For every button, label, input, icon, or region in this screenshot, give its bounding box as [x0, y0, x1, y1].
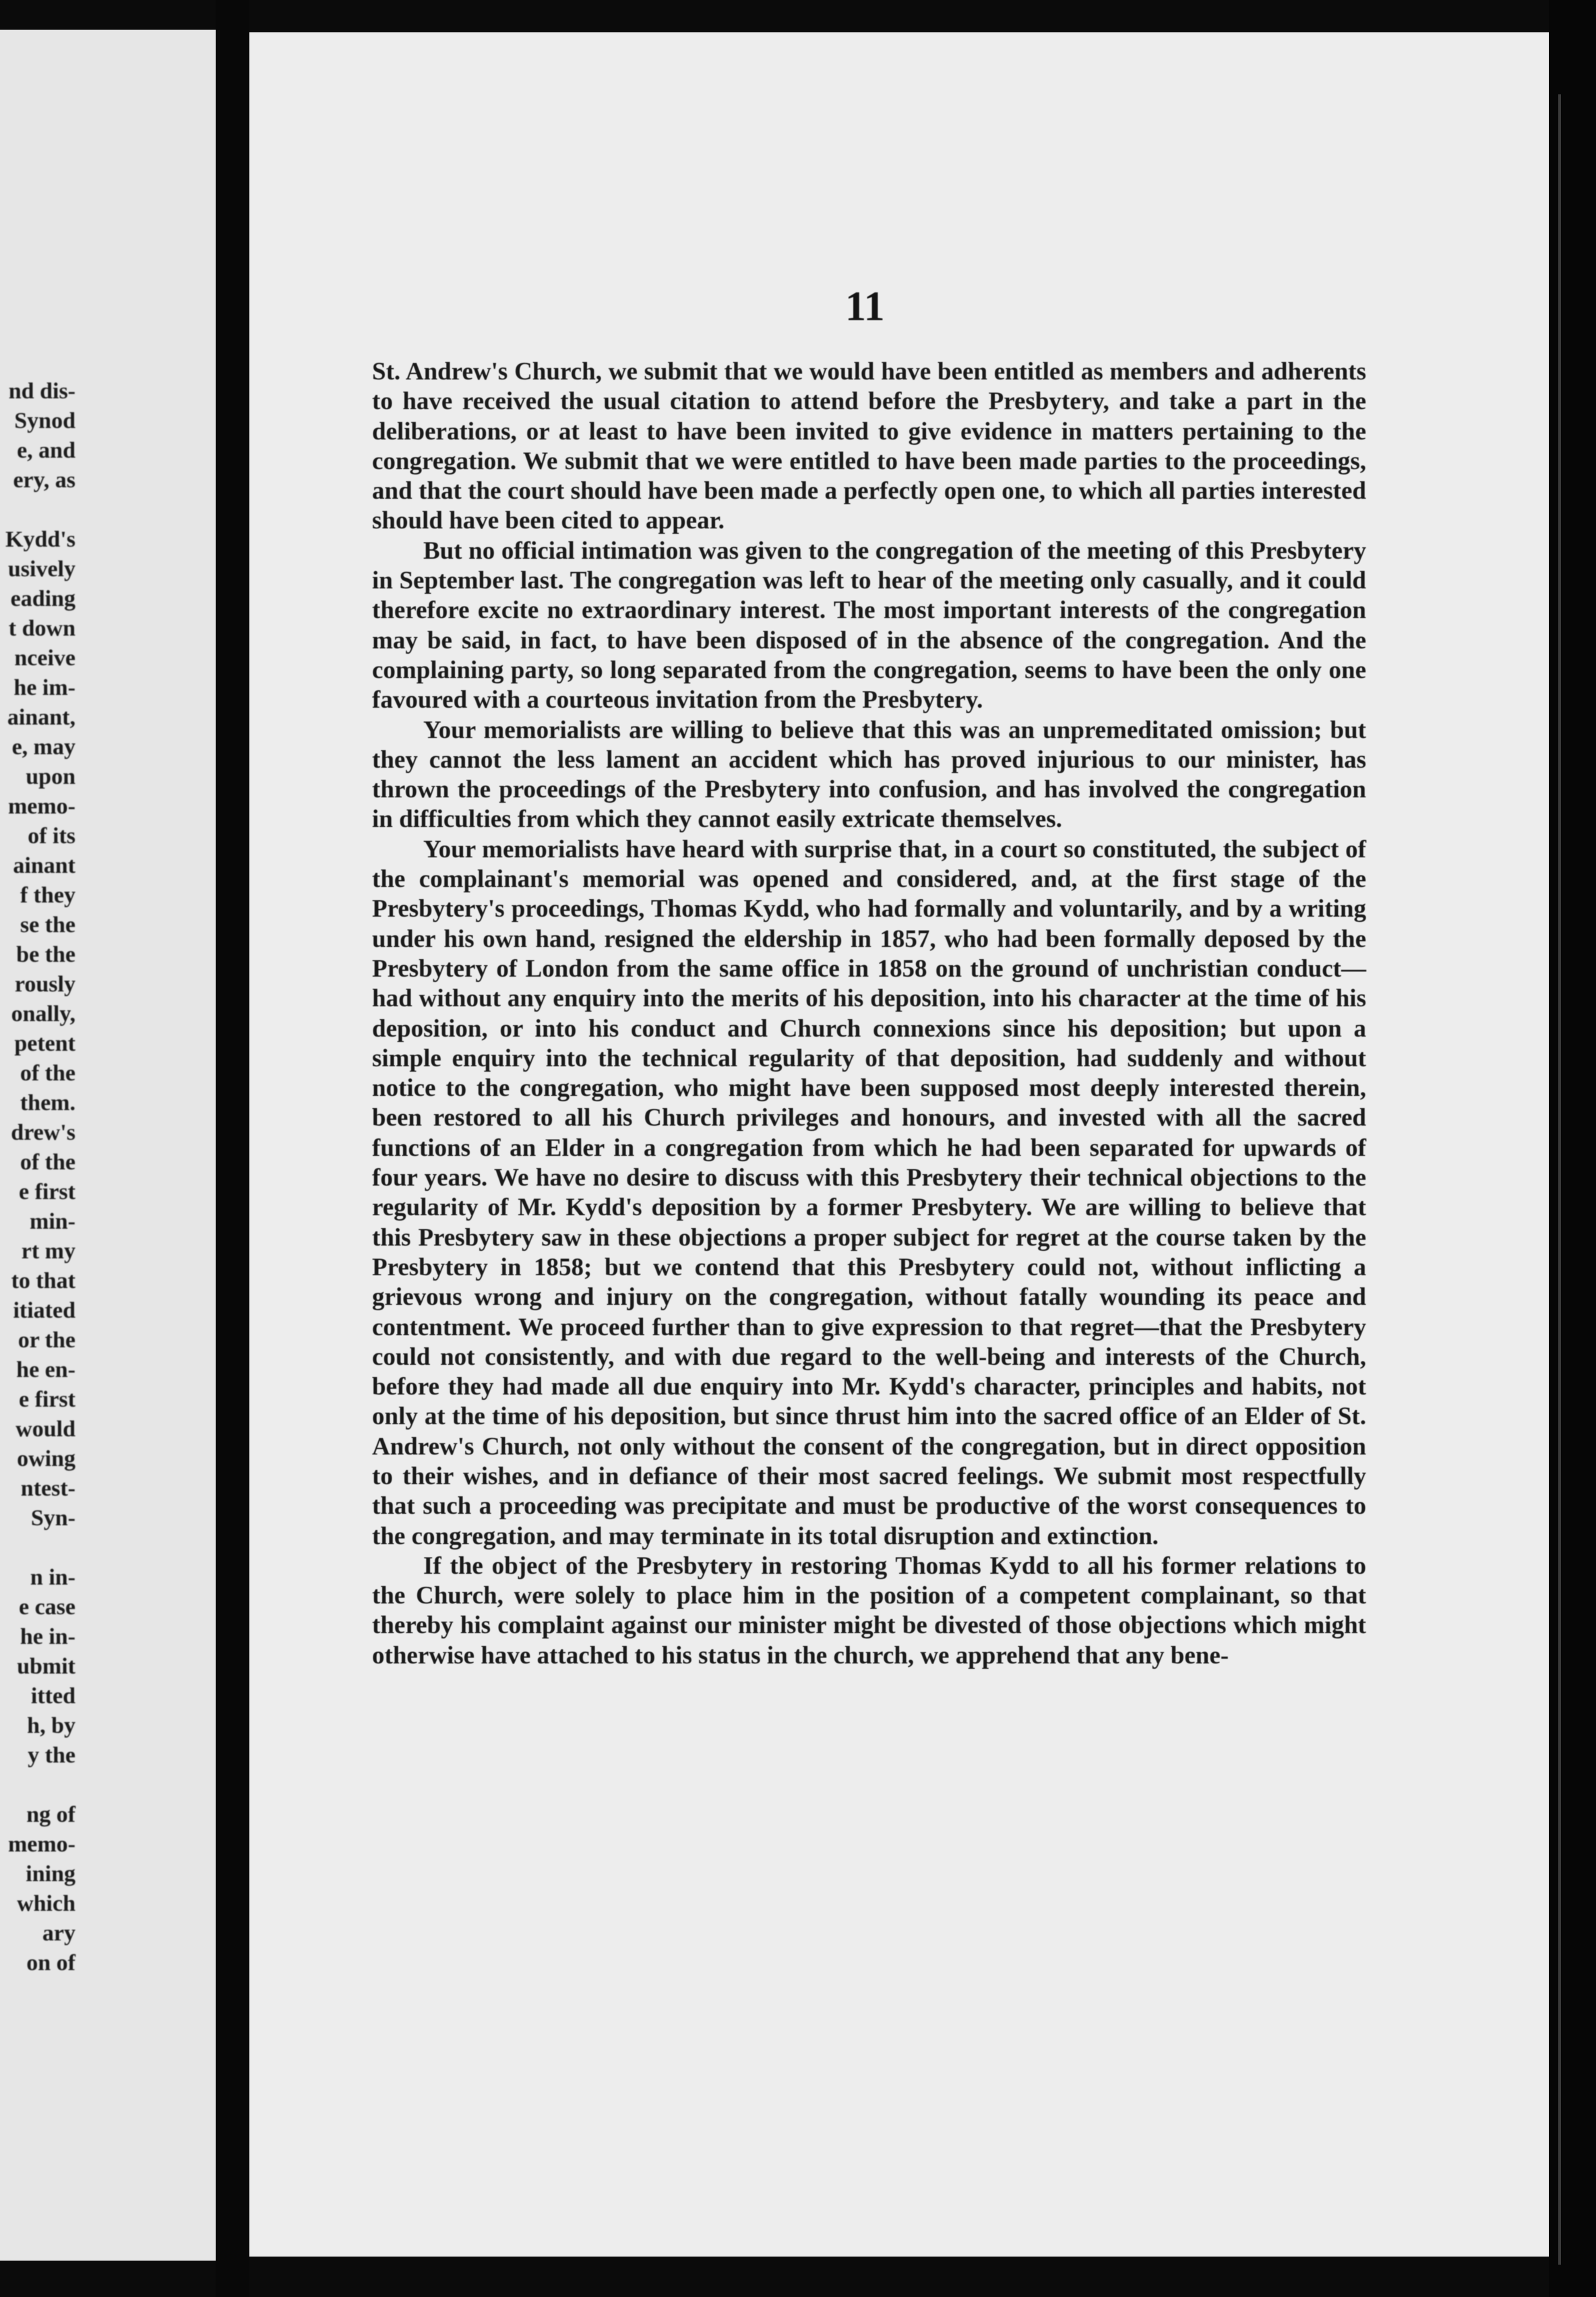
- facing-page-fragment: itted: [30, 1684, 75, 1709]
- facing-page-fragment: se the: [20, 913, 75, 938]
- paragraph: Your memorialists have heard with surprise that, in a court so constituted, the subject of the complainant's memorial was opened and considered, and, at the first stage of the Presbytery's proceedings, Thomas Kydd, who had formally and voluntarily, and by a writing under his own hand, resigned the eldership in 1857, who had been formally deposed by the Presbytery of London from the same office in 1858 on the ground of unchristian conduct—had without any enquiry into the merits of his deposition, into his character at the time of his deposition, or into his conduct and Church connexions since his deposition; but upon a simple enquiry into the technical regularity of that deposition, had suddenly and without notice to the congregation, who might have been supposed most deeply interested therein, been restored to all his Church privileges and honours, and invested with all the sacred functions of an Elder in a congregation from which he had been separated for upwards of four years. We have no desire to discuss with this Presbytery their technical objections to the regularity of Mr. Kydd's deposition by a former Presbytery. We are willing to believe that this Presbytery saw in these objections a proper subject for regret at the course taken by the Presbytery in 1858; but we contend that this Presbytery could not, without inflicting a grievous wrong and injury on the congregation, without fatally wounding its peace and contentment. We proceed further than to give expression to that regret—that the Presbytery could not consistently, and with due regard to the well-being and interests of the Church, before they had made all due enquiry into Mr. Kydd's character, principles and habits, not only at the time of his deposition, but since thrust him into the sacred office of an Elder of St. Andrew's Church, not only without the consent of the congregation, but in direct opposition to their wishes, and in defiance of their most sacred feelings. We submit most respectfully that such a proceeding was precipitate and must be productive of the worst consequences to the congregation, and may terminate in its total disruption and extinction.: [372, 835, 1366, 1550]
- facing-page-fragment: petent: [14, 1031, 75, 1056]
- facing-page-fragment: be the: [16, 942, 75, 967]
- facing-page-fragment: onally,: [11, 1002, 75, 1027]
- facing-page-fragment: h, by: [27, 1713, 75, 1738]
- facing-page-fragment: ery, as: [13, 468, 75, 493]
- facing-page-fragment: [0, 495, 75, 525]
- facing-page-fragment: t down: [8, 616, 75, 641]
- paragraph: Your memorialists are willing to believe that this was an unpremeditated omission; but they cannot the less lament an accident which has proved injurious to our minister, has thrown the proceedings of the Presbytery into confusion, and has involved the congregation in difficulties from which they cannot easily extricate themselves.: [372, 716, 1366, 834]
- facing-page-fragment: n in-: [30, 1565, 75, 1590]
- facing-page-fragment: usively: [7, 557, 75, 582]
- facing-page-fragment: Kydd's: [5, 527, 75, 552]
- right-edge-line: [1558, 94, 1561, 2265]
- facing-page-fragment: ainant,: [7, 705, 75, 730]
- right-page-edge: [1549, 0, 1596, 2297]
- paragraph: If the object of the Presbytery in restoring Thomas Kydd to all his former relations to the Church, were solely to place him in the position of a competent complainant, so that thereby his complaint against our minister might be divested of those objections which might otherwise have attached to his status in the church, we apprehend that any bene-: [372, 1552, 1366, 1670]
- facing-page-fragment: Syn-: [30, 1506, 75, 1531]
- facing-page-fragment: to that: [11, 1268, 75, 1293]
- facing-page-fragment: min-: [30, 1209, 75, 1234]
- facing-page-text-fragments: [0, 377, 75, 1978]
- facing-page-fragment: or the: [18, 1328, 75, 1353]
- facing-page-fragment: he in-: [20, 1624, 75, 1649]
- facing-page-fragment: [0, 1771, 75, 1800]
- facing-page-fragment: he im-: [13, 675, 75, 700]
- facing-page-fragment: ary: [42, 1921, 75, 1946]
- facing-page-fragment: of its: [28, 824, 75, 849]
- main-page: [249, 32, 1549, 2257]
- facing-page-fragment: itiated: [13, 1298, 75, 1323]
- facing-page-fragment: memo-: [7, 1832, 75, 1857]
- body-text: [372, 357, 1366, 1671]
- facing-page-fragment: [0, 1533, 75, 1563]
- facing-page-left: [0, 30, 216, 2261]
- facing-page-fragment: ntest-: [20, 1476, 75, 1501]
- facing-page-fragment: ubmit: [17, 1654, 75, 1679]
- facing-page-fragment: e first: [18, 1387, 75, 1412]
- paragraph-continuation: St. Andrew's Church, we submit that we would have been entitled as members and adherents to have received the usual citation to attend before the Presbytery, and take a part in the deliberations, or at least to have been invited to give evidence in matters pertaining to the congregation. We submit that we were entitled to have been made parties to the proceedings, and that the court should have been made a perfectly open one, to which all parties interested should have been cited to appear.: [372, 358, 1366, 535]
- facing-page-fragment: ainant: [13, 853, 75, 878]
- facing-page-fragment: e case: [18, 1595, 75, 1620]
- facing-page-fragment: Synod: [14, 408, 75, 433]
- facing-page-fragment: e first: [18, 1180, 75, 1204]
- facing-page-fragment: y the: [28, 1743, 75, 1768]
- facing-page-fragment: on of: [26, 1951, 75, 1976]
- facing-page-fragment: them.: [20, 1091, 75, 1115]
- facing-page-fragment: f they: [20, 883, 75, 908]
- facing-page-fragment: e, may: [11, 735, 75, 760]
- page-number: 11: [845, 284, 885, 330]
- facing-page-fragment: which: [17, 1891, 75, 1916]
- facing-page-fragment: eading: [10, 586, 75, 611]
- facing-page-fragment: he en-: [16, 1357, 75, 1382]
- facing-page-fragment: memo-: [7, 794, 75, 819]
- facing-page-fragment: of the: [20, 1061, 75, 1086]
- facing-page-fragment: of the: [20, 1150, 75, 1175]
- facing-page-fragment: upon: [26, 764, 75, 789]
- facing-page-fragment: rt my: [21, 1239, 75, 1264]
- facing-page-fragment: nd dis-: [8, 379, 75, 404]
- paragraph: But no official intimation was given to the congregation of the meeting of this Presbytery in September last. The congregation was left to hear of the meeting only casually, and it could therefore excite no extraordinary interest. The most important interests of the congregation may be said, in fact, to have been disposed of in the absence of the congregation. And the complaining party, so long separated from the congregation, seems to have been the only one favoured with a courteous invitation from the Presbytery.: [372, 537, 1366, 714]
- facing-page-fragment: nceive: [14, 646, 75, 671]
- facing-page-fragment: ng of: [26, 1802, 75, 1827]
- facing-page-fragment: rously: [14, 972, 75, 997]
- facing-page-fragment: would: [16, 1417, 75, 1442]
- facing-page-fragment: e, and: [17, 438, 75, 463]
- facing-page-fragment: owing: [17, 1446, 75, 1471]
- book-gutter: [216, 0, 249, 2297]
- facing-page-fragment: drew's: [11, 1120, 75, 1145]
- facing-page-fragment: ining: [26, 1862, 75, 1887]
